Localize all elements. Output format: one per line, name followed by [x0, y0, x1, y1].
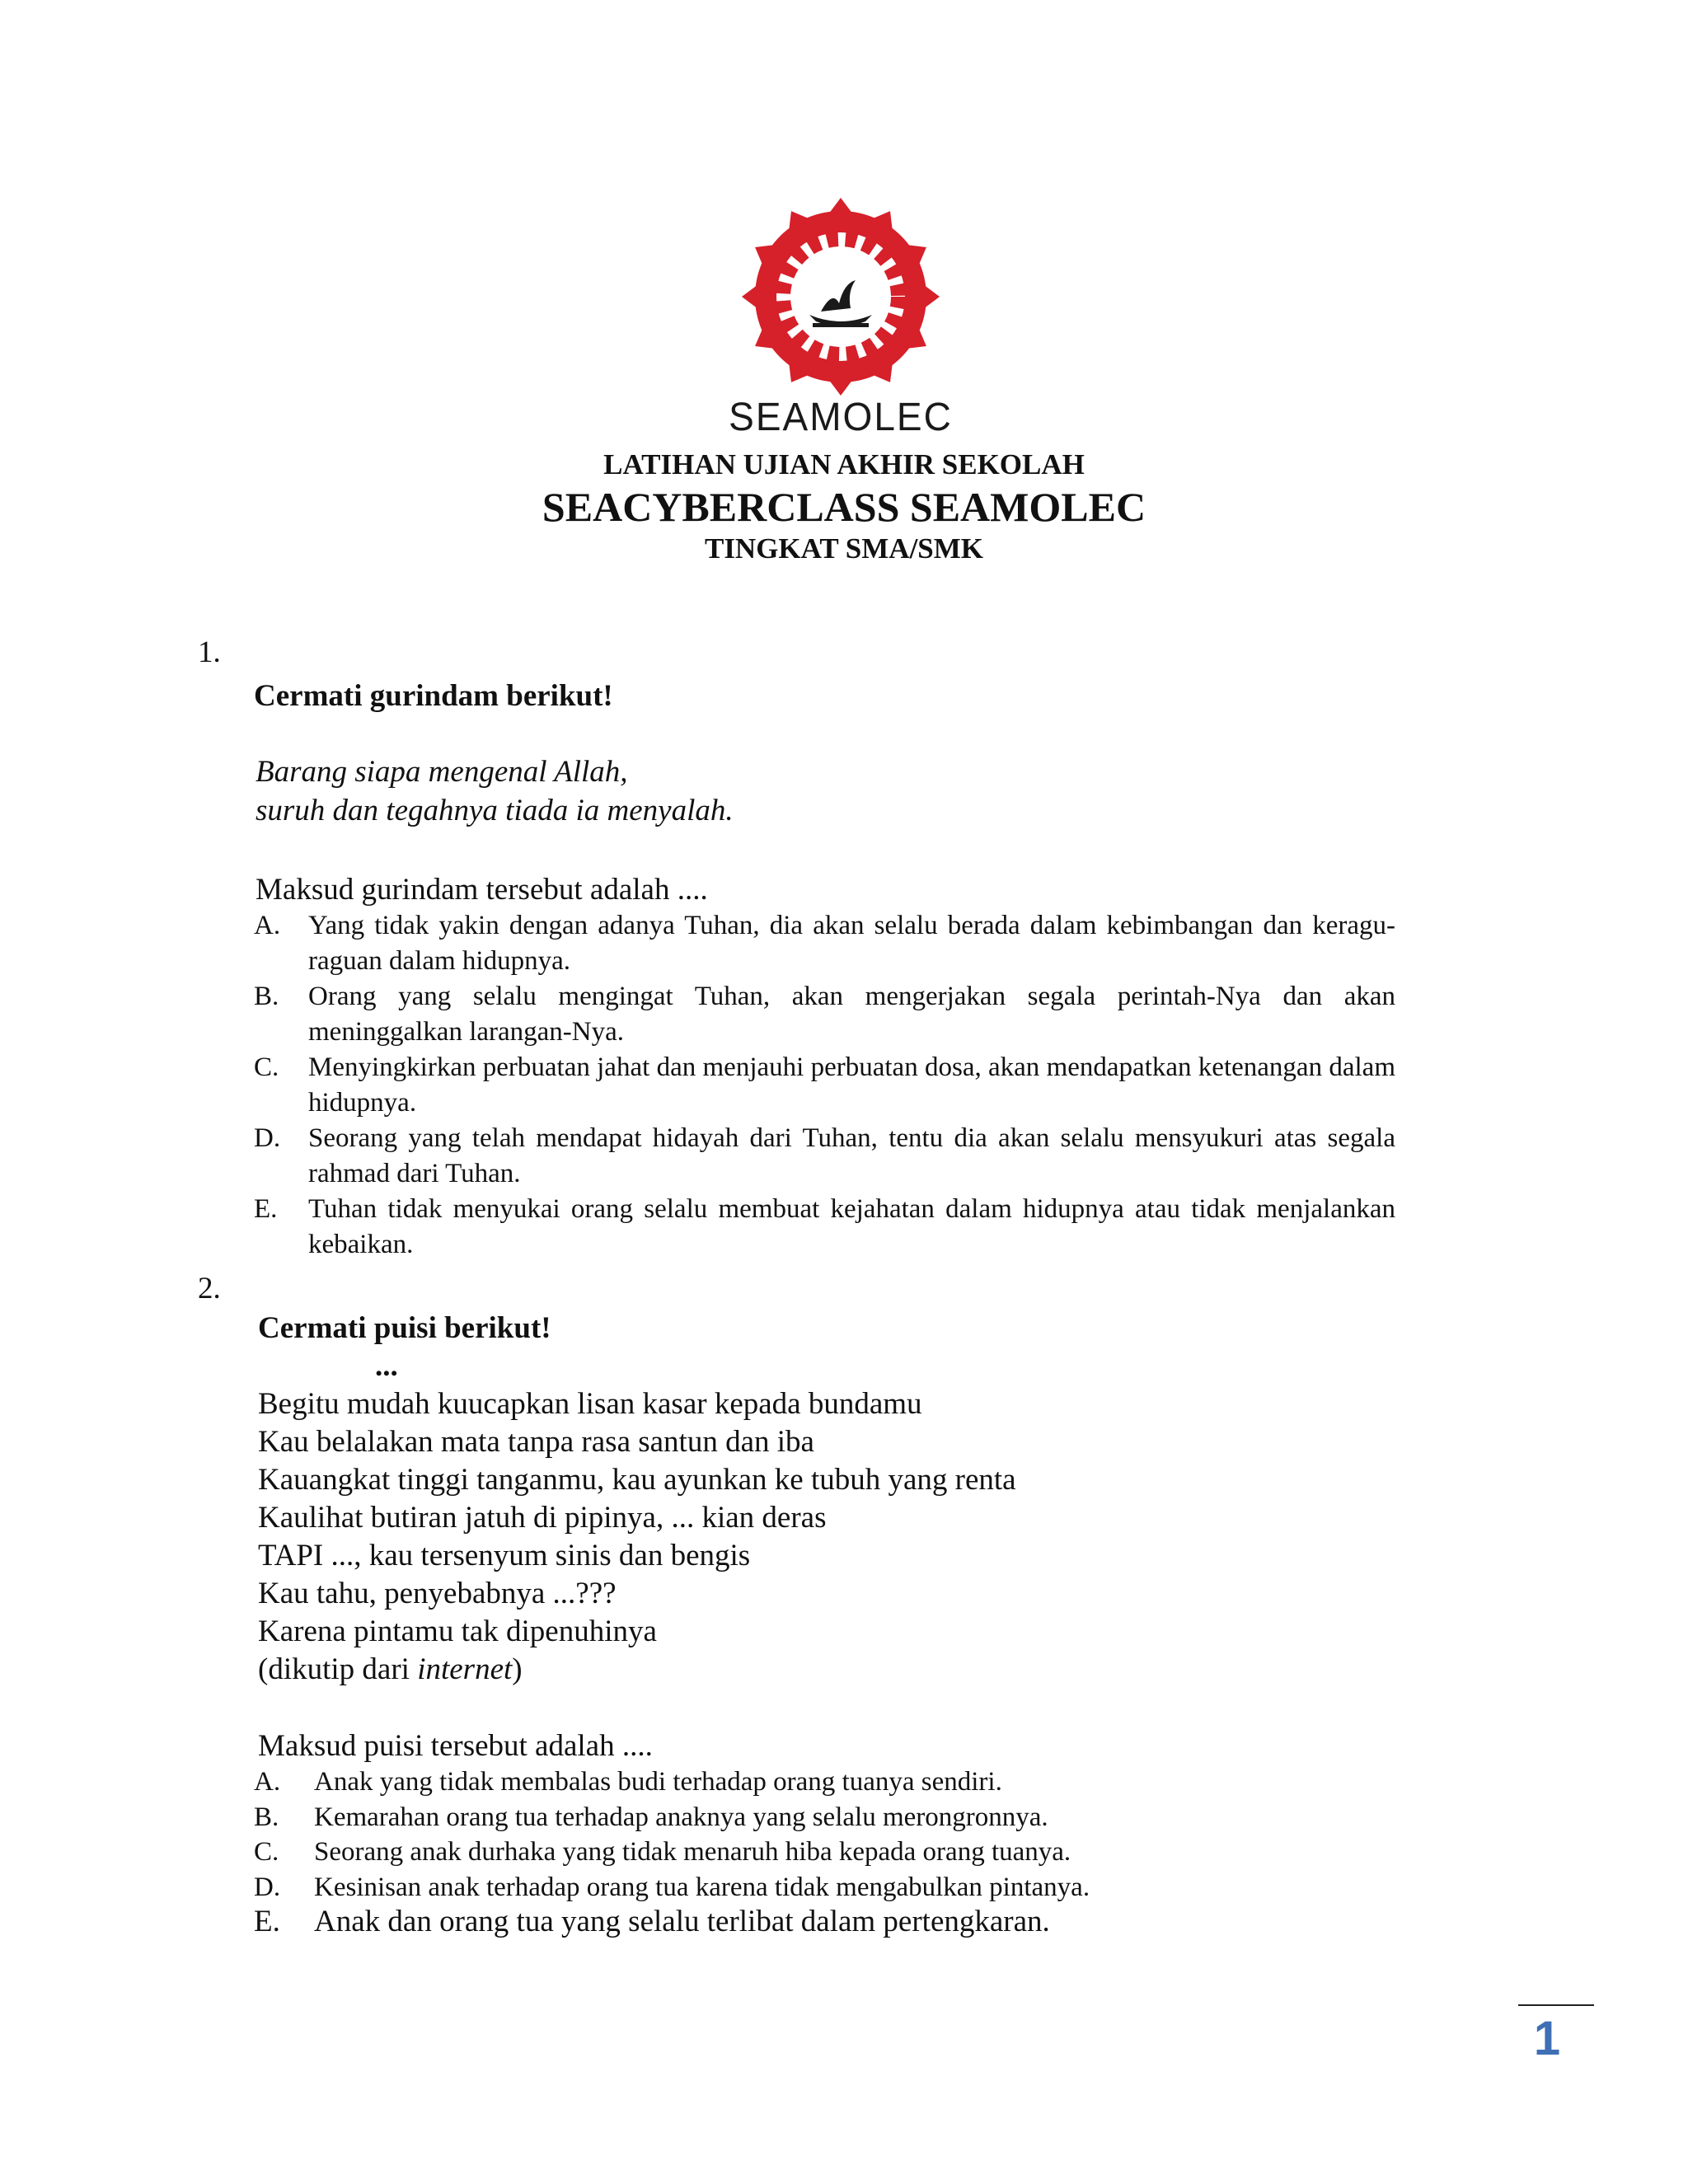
source-suffix: ): [512, 1652, 523, 1686]
poem-source: [258, 1652, 523, 1687]
option-letter: C.: [254, 1837, 279, 1867]
source-prefix: (dikutip dari: [258, 1652, 418, 1686]
option-text: Yang tidak yakin dengan adanya Tuhan, dia akan selalu berada dalam kebimbangan dan keragu-raguan dalam hidupnya.: [308, 911, 1395, 976]
poem-line: Kaulihat butiran jatuh di pipinya, ... kian deras: [258, 1501, 827, 1535]
option-letter: A.: [254, 911, 281, 940]
question-instruction: Cermati puisi berikut!: [258, 1311, 551, 1345]
option-text: Seorang yang telah mendapat hidayah dari Tuhan, tentu dia akan selalu mensyukuri atas segala rahmad dari Tuhan.: [308, 1123, 1395, 1188]
option-text: Anak yang tidak membalas budi terhadap orang tuanya sendiri.: [314, 1767, 1002, 1797]
answer-option[interactable]: [254, 1050, 1395, 1121]
option-text: Menyingkirkan perbuatan jahat dan menjauhi perbuatan dosa, akan mendapatkan ketenangan dalam hidupnya.: [308, 1052, 1395, 1118]
verse-line: Barang siapa mengenal Allah,: [256, 755, 628, 789]
answer-option[interactable]: [254, 979, 1395, 1050]
poem-line: Kau tahu, penyebabnya ...???: [258, 1577, 617, 1610]
logo-wordmark: SEAMOLEC: [729, 393, 953, 439]
option-letter: B.: [254, 1802, 279, 1832]
poem-line: Karena pintamu tak dipenuhinya: [258, 1615, 657, 1648]
seamolec-emblem-icon: [742, 198, 940, 396]
answer-option[interactable]: [254, 1192, 1395, 1263]
answer-options: [254, 1765, 1090, 1940]
option-letter: D.: [254, 1123, 281, 1153]
answer-option[interactable]: [254, 1905, 1090, 1940]
poem-line: TAPI ..., kau tersenyum sinis dan bengis: [258, 1539, 751, 1572]
poem-line: Begitu mudah kuucapkan lisan kasar kepada bundamu: [258, 1387, 922, 1421]
question-instruction: Cermati gurindam berikut!: [254, 679, 613, 713]
poem-ellipsis: ...: [375, 1349, 398, 1383]
option-text: Tuhan tidak menyukai orang selalu membuat kejahatan dalam hidupnya atau tidak menjalankan kebaikan.: [308, 1194, 1395, 1259]
question-prompt: Maksud puisi tersebut adalah ....: [258, 1729, 653, 1763]
question-prompt: Maksud gurindam tersebut adalah ....: [256, 873, 708, 907]
page-number: 1: [1533, 2012, 1561, 2065]
answer-option[interactable]: [254, 1121, 1395, 1192]
exam-title: LATIHAN UJIAN AKHIR SEKOLAH: [603, 448, 1085, 480]
answer-option[interactable]: [254, 1800, 1090, 1835]
option-letter: A.: [254, 1767, 281, 1797]
page-number-rule: [1518, 2004, 1594, 2006]
source-italic: internet: [417, 1652, 513, 1686]
answer-option[interactable]: [254, 1835, 1090, 1870]
answer-option[interactable]: [254, 908, 1395, 979]
option-letter: C.: [254, 1052, 279, 1082]
answer-option[interactable]: [254, 1870, 1090, 1905]
option-letter: B.: [254, 982, 279, 1011]
answer-option[interactable]: [254, 1765, 1090, 1800]
question-number: 1.: [198, 635, 221, 669]
exam-organizer: SEACYBERCLASS SEAMOLEC: [542, 484, 1146, 530]
option-text: Seorang anak durhaka yang tidak menaruh hiba kepada orang tuanya.: [314, 1837, 1071, 1867]
poem-line: Kauangkat tinggi tanganmu, kau ayunkan ke tubuh yang renta: [258, 1463, 1016, 1497]
option-text: Kesinisan anak terhadap orang tua karena tidak mengabulkan pintanya.: [314, 1872, 1090, 1902]
verse-line: suruh dan tegahnya tiada ia menyalah.: [256, 794, 734, 827]
option-letter: E.: [254, 1905, 280, 1938]
answer-options: [254, 908, 1395, 1263]
option-text: Kemarahan orang tua terhadap anaknya yang selalu merongronnya.: [314, 1802, 1048, 1832]
question-number: 2.: [198, 1272, 221, 1305]
option-text: Anak dan orang tua yang selalu terlibat dalam pertengkaran.: [314, 1905, 1050, 1938]
exam-level: TINGKAT SMA/SMK: [704, 532, 984, 565]
option-letter: E.: [254, 1194, 278, 1224]
option-letter: D.: [254, 1872, 281, 1902]
option-text: Orang yang selalu mengingat Tuhan, akan mengerjakan segala perintah-Nya dan akan meninggalkan larangan-Nya.: [308, 982, 1395, 1047]
poem-line: Kau belalakan mata tanpa rasa santun dan iba: [258, 1425, 814, 1459]
